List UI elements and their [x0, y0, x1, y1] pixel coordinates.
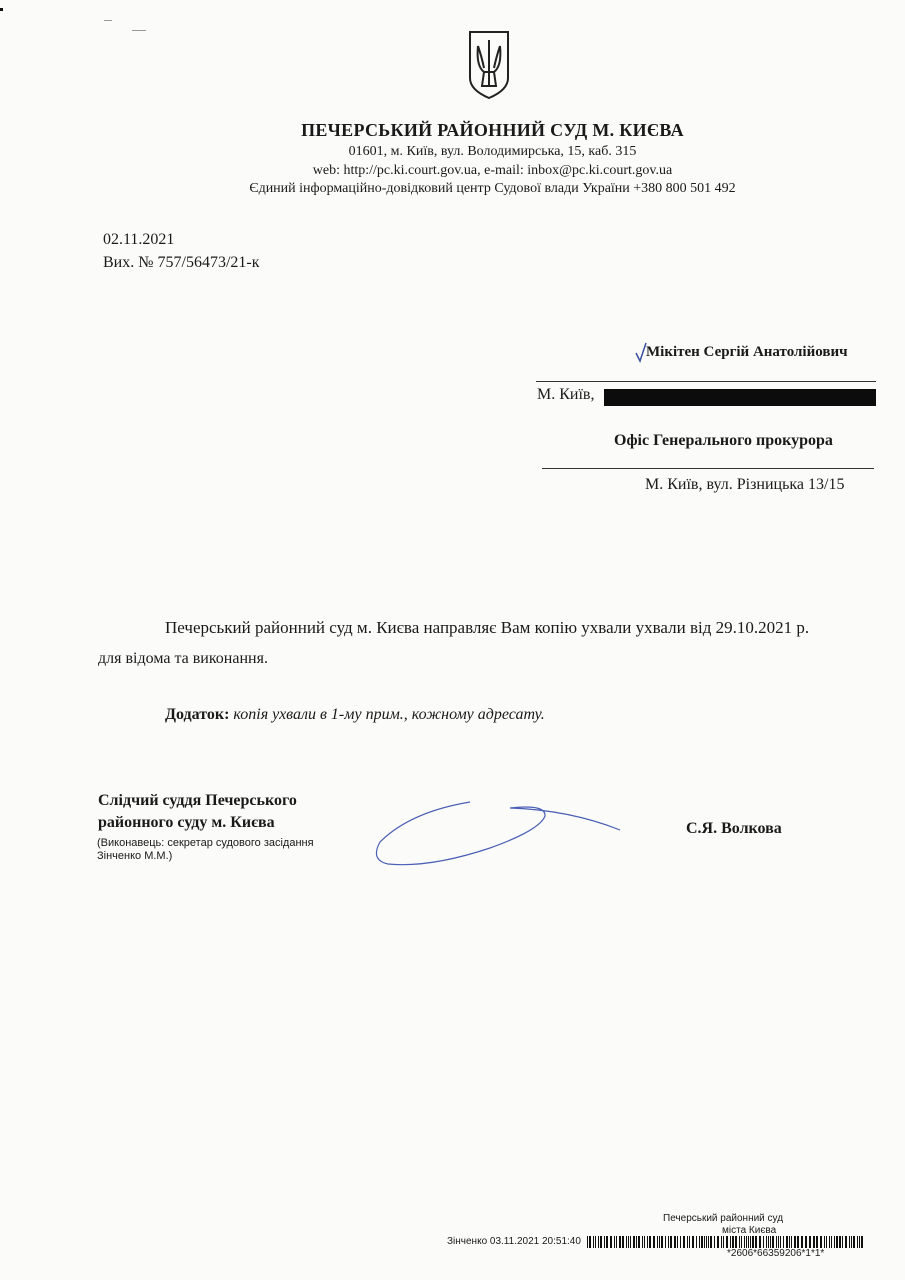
- registrar-timestamp: Зінченко 03.11.2021 20:51:40: [447, 1236, 581, 1247]
- executor-line2: Зінченко М.М.): [97, 850, 173, 862]
- judge-title-line1: Слідчий суддя Печерського: [98, 792, 297, 809]
- signer-name: С.Я. Волкова: [686, 820, 782, 837]
- body-paragraph-line2: для відома та виконання.: [98, 650, 268, 667]
- executor-line1: (Виконавець: секретар судового засідання: [97, 837, 314, 849]
- outgoing-number: Вих. № 757/56473/21-к: [103, 254, 260, 271]
- barcode: [587, 1236, 865, 1248]
- divider: [542, 468, 874, 469]
- recipient-office-address: М. Київ, вул. Різницька 13/15: [645, 476, 845, 493]
- trident-coat-of-arms-icon: [466, 28, 512, 100]
- judge-title-line2: районного суду м. Києва: [98, 814, 275, 831]
- attachment-text: копія ухвали в 1-му прим., кожному адресату.: [229, 706, 545, 723]
- letter-date: 02.11.2021: [103, 231, 175, 248]
- info-center-line: Єдиний інформаційно-довідковий центр Судової влади України +380 800 501 492: [249, 181, 736, 196]
- handwritten-signature: [370, 790, 630, 880]
- court-address: 01601, м. Київ, вул. Володимирська, 15, каб. 315: [348, 144, 637, 159]
- divider: [536, 381, 876, 382]
- body-paragraph-line1: Печерський районний суд м. Києва направляє Вам копію ухвали ухвали від 29.10.2021 р.: [165, 618, 810, 637]
- stamp-line1: Печерський районний суд: [663, 1213, 784, 1224]
- recipient-person-city: М. Київ,: [537, 386, 595, 403]
- court-web-email: web: http://pc.ki.court.gov.ua, e-mail: inbox@pc.ki.court.gov.ua: [312, 163, 673, 178]
- barcode-number: *2606*66359206*1*1*: [727, 1248, 825, 1259]
- attachment-label: Додаток:: [165, 706, 230, 723]
- recipient-office-name: Офіс Генерального прокурора: [614, 432, 833, 449]
- recipient-person-name: Мікітен Сергій Анатолійович: [646, 344, 848, 360]
- court-name: ПЕЧЕРСЬКИЙ РАЙОННИЙ СУД М. КИЄВА: [301, 120, 684, 140]
- stamp-line2: міста Києва: [722, 1225, 777, 1236]
- attachment-line: [165, 706, 545, 724]
- redaction-bar: [604, 389, 876, 406]
